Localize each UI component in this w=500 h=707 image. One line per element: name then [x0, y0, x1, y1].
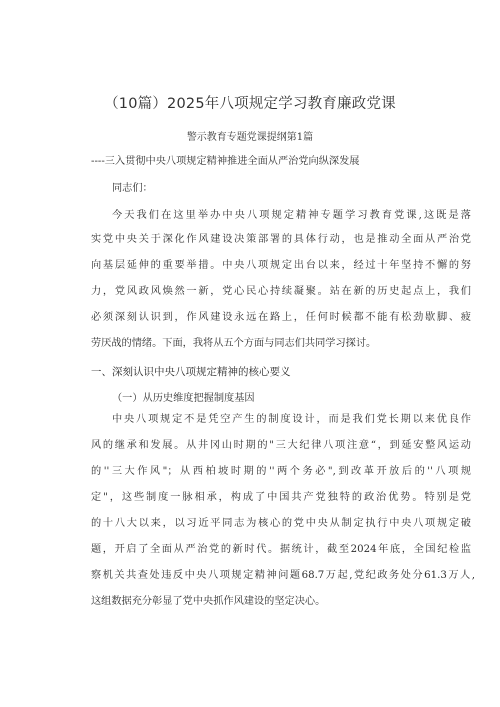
body-line: 的十八大以来，以习近平同志为核心的党中央从制定执行中央八项规定破	[91, 518, 471, 529]
intro-line: 实党中央关于深化作风建设决策部署的具体行动，也是推动全面从严治党	[91, 234, 471, 245]
body-line: 的''三大作风"；从西柏坡时期的''两个务必",到改革开放后的''八项规	[91, 466, 471, 477]
body-line: 题，开启了全面从严治党的新时代。据统计，截至2024年底，全国纪检监	[91, 544, 471, 555]
theme-line: ----三入贯彻中央八项规定精神推进全面从严治党向纵深发展	[91, 156, 360, 167]
salutation: 同志们：	[112, 183, 153, 194]
intro-line: 力，党风政风焕然一新，党心民心持续凝聚。站在新的历史起点上，我们	[91, 286, 471, 297]
intro-line: 劳厌战的情绪。下面，我将从五个方面与同志们共同学习探讨。	[91, 338, 377, 349]
document-title: （10篇）2025年八项规定学习教育廉政党课	[104, 96, 396, 112]
body-line: 中央八项规定不是凭空产生的制度设计，而是我们党长期以来优良作	[112, 414, 471, 425]
body-line: 察机关共查处违反中央八项规定精神问题68.7万起,党纪政务处分61.3万人,	[91, 570, 475, 581]
subsection-heading: （一）从历史维度把握制度基因	[112, 393, 255, 404]
intro-line: 向基层延伸的重要举措。中央八项规定出台以来，经过十年坚持不懈的努	[91, 260, 471, 271]
intro-line: 今天我们在这里举办中央八项规定精神专题学习教育党课,这既是落	[112, 210, 471, 221]
body-line: 定"，这些制度一脉相承，构成了中国共产党独特的政治优势。特别是党	[91, 492, 471, 503]
intro-line: 必须深刻认识到，作风建设永远在路上，任何时候都不能有松劲歇脚、疲	[91, 312, 471, 323]
body-line: 风的继承和发展。从井冈山时期的"三大纪律八项注意“，到延安整风运动	[91, 440, 471, 451]
document-subtitle: 警示教育专题党课提纲第1篇	[186, 132, 314, 143]
body-line: 这组数据充分彰显了党中央抓作风建设的坚定决心。	[91, 596, 326, 607]
section-heading: 一、深刻认识中央八项规定精神的核心要义	[91, 366, 291, 378]
